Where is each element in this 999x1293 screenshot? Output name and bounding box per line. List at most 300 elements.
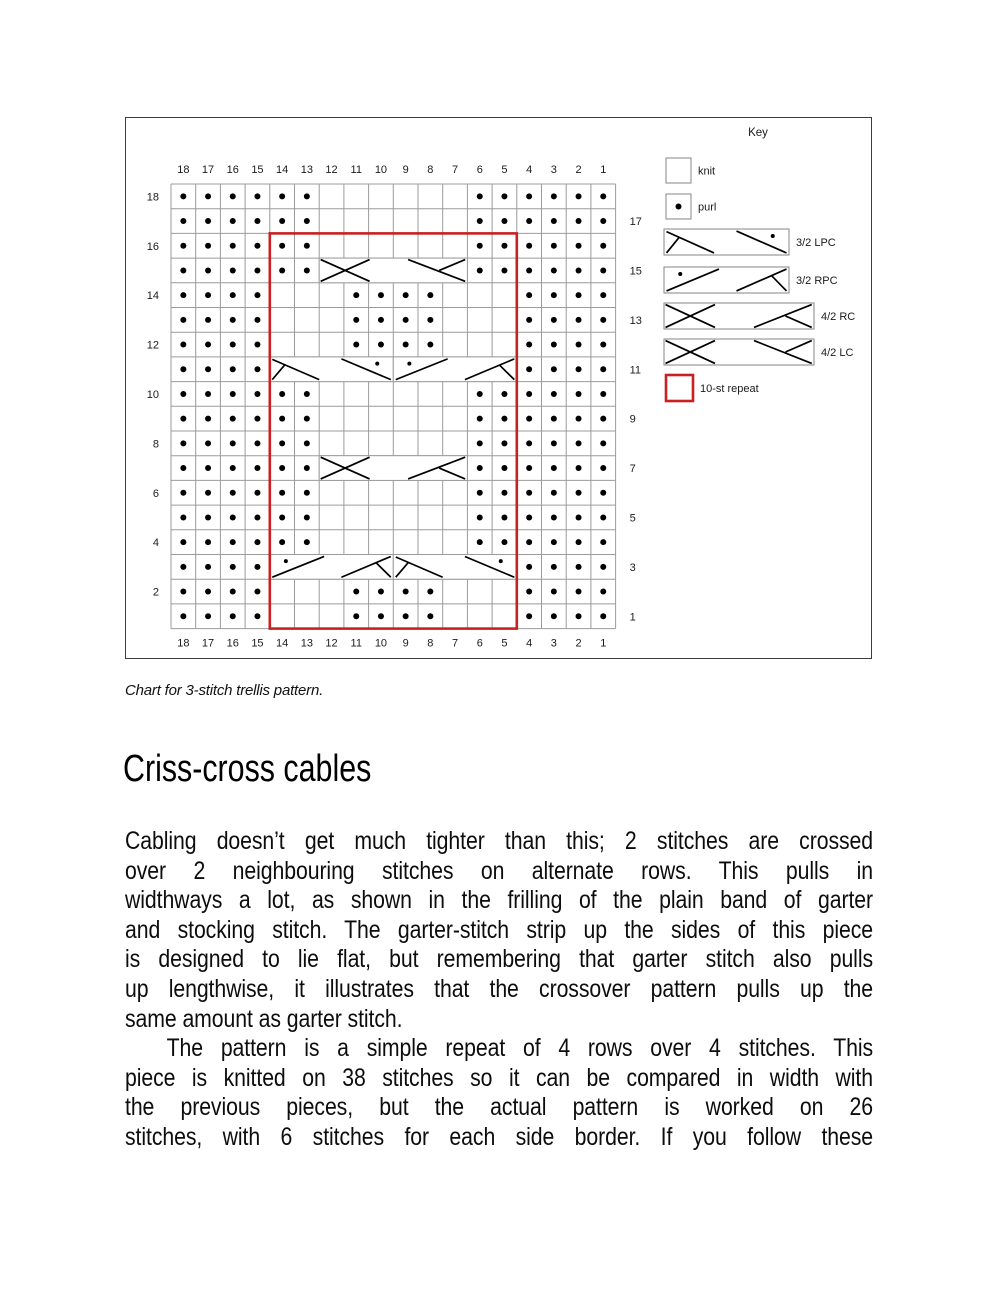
- chart-number: 1: [600, 164, 607, 176]
- chart-number: 5: [501, 637, 508, 650]
- chart-number: 15: [251, 164, 264, 176]
- purl-dot: [551, 465, 557, 471]
- purl-dot: [403, 613, 409, 619]
- chart-number: 7: [629, 463, 636, 476]
- purl-dot: [600, 564, 606, 570]
- purl-dot: [526, 416, 532, 422]
- chart-number: 11: [350, 637, 362, 650]
- purl-dot: [551, 440, 557, 446]
- purl-dot: [551, 564, 557, 570]
- purl-dot: [526, 589, 532, 595]
- purl-dot: [600, 613, 606, 619]
- key-item-label: purl: [698, 201, 717, 214]
- purl-dot: [353, 342, 359, 348]
- purl-dot: [576, 267, 582, 273]
- purl-dot: [526, 514, 532, 520]
- purl-dot: [304, 193, 310, 199]
- knitting-chart-svg: [126, 118, 871, 658]
- purl-dot: [600, 317, 606, 323]
- purl-dot: [180, 564, 186, 570]
- purl-dot: [501, 465, 507, 471]
- key-item-lc: [664, 339, 853, 365]
- purl-dot: [526, 440, 532, 446]
- purl-dot: [600, 539, 606, 545]
- purl-dot: [180, 366, 186, 372]
- chart-number: 4: [152, 537, 159, 550]
- purl-dot: [576, 193, 582, 199]
- chart-number: 13: [300, 164, 313, 176]
- chart-number: 18: [177, 637, 190, 650]
- chart-number: 2: [152, 586, 159, 599]
- purl-dot: [576, 342, 582, 348]
- purl-dot: [230, 490, 236, 496]
- purl-dot: [576, 589, 582, 595]
- purl-dot: [353, 589, 359, 595]
- purl-dot: [180, 317, 186, 323]
- knit-symbol-icon: [666, 158, 691, 183]
- purl-dot: [551, 342, 557, 348]
- purl-dot: [180, 440, 186, 446]
- purl-dot: [230, 193, 236, 199]
- body-line: piece is knitted on 38 stitches so it can be compared in width with: [125, 1063, 873, 1092]
- purl-dot: [526, 490, 532, 496]
- purl-dot: [254, 317, 260, 323]
- purl-dot: [180, 539, 186, 545]
- purl-dot: [353, 292, 359, 298]
- purl-dot: [403, 589, 409, 595]
- purl-dot: [205, 613, 211, 619]
- purl-dot: [576, 440, 582, 446]
- purl-dot: [279, 440, 285, 446]
- purl-dot: [254, 589, 260, 595]
- purl-dot: [279, 267, 285, 273]
- purl-dot: [205, 539, 211, 545]
- purl-dot: [477, 218, 483, 224]
- purl-dot: [526, 267, 532, 273]
- purl-dot: [600, 490, 606, 496]
- purl-dot: [254, 218, 260, 224]
- purl-dot: [526, 539, 532, 545]
- purl-dot: [205, 416, 211, 422]
- purl-dot: [205, 490, 211, 496]
- purl-dot: [477, 267, 483, 273]
- purl-dot: [230, 267, 236, 273]
- purl-dot: [378, 342, 384, 348]
- purl-dot: [180, 218, 186, 224]
- purl-dot: [551, 193, 557, 199]
- chart-number: 9: [629, 413, 636, 426]
- chart-number: 12: [146, 339, 159, 352]
- purl-dot: [378, 317, 384, 323]
- purl-dot: [551, 490, 557, 496]
- purl-dot: [600, 416, 606, 422]
- purl-dot: [501, 539, 507, 545]
- key-title: Key: [748, 127, 768, 139]
- purl-dot: [403, 342, 409, 348]
- chart-number: 17: [629, 216, 642, 229]
- purl-dot: [180, 416, 186, 422]
- purl-dot: [501, 440, 507, 446]
- purl-dot: [501, 490, 507, 496]
- purl-dot: [205, 440, 211, 446]
- rpc-symbol-icon: [664, 267, 789, 293]
- chart-number: 12: [325, 164, 338, 176]
- purl-dot: [180, 514, 186, 520]
- key-item-label: 3/2 LPC: [796, 237, 836, 249]
- key-item-label: 4/2 RC: [821, 311, 856, 323]
- purl-dot: [180, 465, 186, 471]
- purl-dot: [205, 391, 211, 397]
- purl-dot: [526, 391, 532, 397]
- cable-rpc-symbol: [270, 555, 394, 580]
- chart-number: 2: [575, 164, 582, 176]
- purl-dot: [576, 416, 582, 422]
- purl-dot: [230, 564, 236, 570]
- cable-lpc-symbol: [393, 555, 517, 580]
- body-line: the previous pieces, but the actual pattern is worked on 26: [125, 1093, 873, 1122]
- chart-number: 1: [629, 611, 636, 624]
- purl-dot: [477, 416, 483, 422]
- purl-dot: [551, 292, 557, 298]
- purl-dot: [304, 440, 310, 446]
- purl-dot: [477, 465, 483, 471]
- purl-dot: [230, 416, 236, 422]
- purl-dot: [304, 416, 310, 422]
- chart-number: 7: [451, 637, 459, 650]
- purl-dot: [254, 490, 260, 496]
- chart-number: 3: [550, 637, 557, 650]
- purl-dot: [279, 391, 285, 397]
- key-item-label: 4/2 LC: [821, 347, 854, 359]
- key-item-purl: [666, 194, 716, 219]
- lc-symbol-icon: [664, 339, 814, 365]
- purl-dot: [526, 317, 532, 323]
- purl-dot: [378, 613, 384, 619]
- rc-symbol-icon: [664, 303, 814, 329]
- chart-number: 18: [177, 164, 190, 176]
- chart-number: 14: [146, 290, 159, 303]
- body-text: [125, 827, 873, 1153]
- purl-dot: [551, 514, 557, 520]
- repeat-symbol-icon: [666, 375, 693, 401]
- chart-number: 1: [600, 637, 607, 650]
- body-line: and stocking stitch. The garter-stitch strip up the sides of this piece: [125, 915, 873, 944]
- purl-dot: [600, 440, 606, 446]
- chart-number: 4: [526, 164, 533, 176]
- purl-dot: [600, 465, 606, 471]
- purl-dot: [254, 440, 260, 446]
- chart-number: 18: [146, 191, 159, 204]
- body-line: Cabling doesn’t get much tighter than this; 2 stitches are crossed: [125, 827, 873, 855]
- purl-dot: [378, 589, 384, 595]
- purl-dot: [501, 391, 507, 397]
- purl-dot: [254, 613, 260, 619]
- purl-dot: [427, 317, 433, 323]
- chart-number: 10: [374, 637, 388, 650]
- chart-number: 6: [152, 487, 159, 500]
- chart-number: 10: [146, 388, 159, 401]
- chart-number: 14: [276, 637, 289, 650]
- purl-dot: [180, 193, 186, 199]
- purl-dot: [501, 243, 507, 249]
- purl-dot: [254, 342, 260, 348]
- purl-dot: [501, 218, 507, 224]
- purl-dot: [230, 465, 236, 471]
- purl-dot: [230, 539, 236, 545]
- purl-dot: [304, 218, 310, 224]
- chart-number: 15: [251, 637, 264, 650]
- purl-dot: [526, 465, 532, 471]
- chart-number: 13: [300, 637, 313, 650]
- chart-number: 12: [325, 637, 338, 650]
- chart-number: 13: [629, 314, 642, 327]
- chart-number: 14: [276, 164, 289, 176]
- purl-dot: [576, 292, 582, 298]
- purl-dot: [205, 193, 211, 199]
- purl-dot: [205, 589, 211, 595]
- purl-dot: [279, 514, 285, 520]
- purl-dot: [526, 342, 532, 348]
- purl-dot: [600, 391, 606, 397]
- purl-dot: [551, 267, 557, 273]
- purl-dot: [526, 243, 532, 249]
- purl-dot: [427, 589, 433, 595]
- cable-lc-symbol: [319, 258, 467, 283]
- purl-dot: [600, 292, 606, 298]
- body-line: over 2 neighbouring stitches on alternate rows. This pulls in: [125, 856, 873, 885]
- chart-number: 3: [629, 561, 636, 574]
- purl-dot: [230, 440, 236, 446]
- key-item-rc: [664, 303, 855, 329]
- purl-dot: [576, 539, 582, 545]
- purl-dot: [427, 342, 433, 348]
- purl-dot: [254, 193, 260, 199]
- purl-dot: [576, 465, 582, 471]
- purl-dot: [254, 465, 260, 471]
- purl-dot: [230, 613, 236, 619]
- purl-dot: [304, 539, 310, 545]
- purl-dot: [230, 366, 236, 372]
- section-heading: Criss-cross cables: [123, 748, 372, 790]
- chart-number: 10: [374, 164, 388, 176]
- chart-number: 5: [501, 164, 508, 176]
- chart-number: 6: [476, 164, 483, 176]
- purl-dot: [576, 366, 582, 372]
- purl-dot: [526, 613, 532, 619]
- purl-dot: [254, 391, 260, 397]
- purl-dot: [551, 243, 557, 249]
- purl-dot: [205, 292, 211, 298]
- purl-dot: [180, 490, 186, 496]
- purl-dot: [501, 514, 507, 520]
- purl-dot: [304, 514, 310, 520]
- purl-dot: [180, 589, 186, 595]
- purl-dot: [576, 317, 582, 323]
- body-line: is designed to lie flat, but remembering that garter stitch also pulls: [125, 945, 873, 974]
- purl-dot: [205, 564, 211, 570]
- purl-dot: [279, 218, 285, 224]
- purl-dot: [279, 243, 285, 249]
- figure-caption: Chart for 3-stitch trellis pattern.: [125, 682, 324, 699]
- purl-dot: [254, 416, 260, 422]
- purl-dot: [427, 292, 433, 298]
- purl-dot: [551, 416, 557, 422]
- chart-number: 5: [629, 512, 636, 525]
- purl-dot: [600, 267, 606, 273]
- chart-number: 11: [350, 164, 362, 176]
- purl-dot: [551, 589, 557, 595]
- chart-number: 15: [629, 265, 642, 278]
- purl-dot: [205, 317, 211, 323]
- purl-dot: [576, 564, 582, 570]
- chart-number: 3: [550, 164, 557, 176]
- purl-dot: [205, 267, 211, 273]
- purl-dot: [353, 613, 359, 619]
- key-item-label: knit: [698, 165, 716, 178]
- lpc-symbol-icon: [664, 229, 789, 255]
- purl-dot: [551, 391, 557, 397]
- body-line: same amount as garter stitch.: [125, 1004, 403, 1033]
- purl-dot: [205, 218, 211, 224]
- purl-dot: [600, 218, 606, 224]
- purl-dot: [254, 292, 260, 298]
- chart-number: 8: [152, 438, 159, 451]
- purl-dot: [230, 218, 236, 224]
- purl-dot: [254, 267, 260, 273]
- chart-number: 2: [575, 637, 582, 650]
- purl-dot: [279, 490, 285, 496]
- key-item-repeat: [666, 375, 759, 401]
- purl-dot: [279, 193, 285, 199]
- purl-dot: [180, 342, 186, 348]
- purl-dot: [477, 243, 483, 249]
- purl-dot: [254, 366, 260, 372]
- chart-number: 8: [427, 164, 434, 176]
- purl-dot: [378, 292, 384, 298]
- chart-number: 9: [402, 637, 409, 650]
- purl-dot: [576, 243, 582, 249]
- purl-dot: [427, 613, 433, 619]
- purl-dot: [230, 589, 236, 595]
- key-item-lpc: [664, 229, 836, 255]
- cable-rc-symbol: [319, 456, 467, 481]
- purl-dot: [180, 243, 186, 249]
- purl-dot: [279, 539, 285, 545]
- key-item-knit: [666, 158, 715, 183]
- purl-dot: [526, 366, 532, 372]
- purl-dot: [304, 465, 310, 471]
- purl-dot: [230, 514, 236, 520]
- purl-dot: [501, 267, 507, 273]
- body-line: stitches, with 6 stitches for each side border. If you follow these: [125, 1122, 873, 1151]
- chart-number: 4: [526, 637, 533, 650]
- purl-dot: [477, 490, 483, 496]
- purl-dot: [205, 243, 211, 249]
- chart-number: 17: [201, 164, 215, 176]
- purl-dot: [180, 267, 186, 273]
- purl-dot: [230, 317, 236, 323]
- purl-dot: [600, 514, 606, 520]
- purl-dot: [576, 490, 582, 496]
- purl-dot: [230, 292, 236, 298]
- purl-dot: [551, 539, 557, 545]
- purl-dot: [403, 317, 409, 323]
- purl-dot: [551, 366, 557, 372]
- purl-dot: [205, 514, 211, 520]
- purl-dot: [180, 292, 186, 298]
- purl-dot: [279, 465, 285, 471]
- purl-dot: [230, 243, 236, 249]
- purl-dot: [205, 342, 211, 348]
- purl-dot: [551, 613, 557, 619]
- key-item-rpc: [664, 267, 838, 293]
- key-item-label: 10-st repeat: [700, 383, 759, 395]
- purl-dot: [576, 613, 582, 619]
- purl-dot: [477, 391, 483, 397]
- purl-dot: [551, 317, 557, 323]
- purl-dot: [254, 243, 260, 249]
- cable-lpc-symbol: [270, 357, 394, 382]
- purl-dot: [254, 564, 260, 570]
- body-line: up lengthwise, it illustrates that the crossover pattern pulls up the: [125, 974, 873, 1003]
- cable-rpc-symbol: [393, 357, 517, 382]
- purl-dot: [600, 342, 606, 348]
- purl-dot: [477, 539, 483, 545]
- purl-dot: [403, 292, 409, 298]
- body-line: The pattern is a simple repeat of 4 rows over 4 stitches. This: [166, 1034, 873, 1063]
- purl-dot: [501, 193, 507, 199]
- key-item-label: 3/2 RPC: [796, 275, 838, 287]
- purl-dot: [230, 342, 236, 348]
- purl-dot: [526, 564, 532, 570]
- chart-number: 16: [226, 637, 239, 650]
- purl-dot: [180, 391, 186, 397]
- chart-number: 16: [226, 164, 239, 176]
- purl-dot: [526, 292, 532, 298]
- chart-number: 7: [451, 164, 459, 176]
- purl-dot: [230, 391, 236, 397]
- chart-number: 16: [146, 240, 159, 253]
- purl-dot: [600, 193, 606, 199]
- purl-dot: [600, 243, 606, 249]
- purl-dot: [576, 218, 582, 224]
- chart-number: 8: [427, 637, 434, 650]
- purl-dot: [254, 539, 260, 545]
- knitting-chart-figure: [125, 117, 872, 659]
- purl-dot: [576, 391, 582, 397]
- chart-number: 9: [402, 164, 409, 176]
- purl-dot: [501, 416, 507, 422]
- purl-dot: [526, 193, 532, 199]
- chart-key: [664, 127, 855, 401]
- purl-dot: [304, 267, 310, 273]
- body-line: widthways a lot, as shown in the frilling of the plain band of garter: [125, 886, 873, 915]
- purl-dot: [576, 514, 582, 520]
- purl-dot: [205, 366, 211, 372]
- purl-dot: [600, 589, 606, 595]
- purl-dot: [279, 416, 285, 422]
- purl-dot: [526, 218, 532, 224]
- purl-dot: [180, 613, 186, 619]
- purl-dot: [353, 317, 359, 323]
- purl-dot: [304, 391, 310, 397]
- chart-number: 6: [476, 637, 483, 650]
- purl-dot: [477, 193, 483, 199]
- purl-dot: [304, 490, 310, 496]
- purl-dot: [304, 243, 310, 249]
- purl-dot: [477, 440, 483, 446]
- chart-number: 11: [629, 364, 642, 377]
